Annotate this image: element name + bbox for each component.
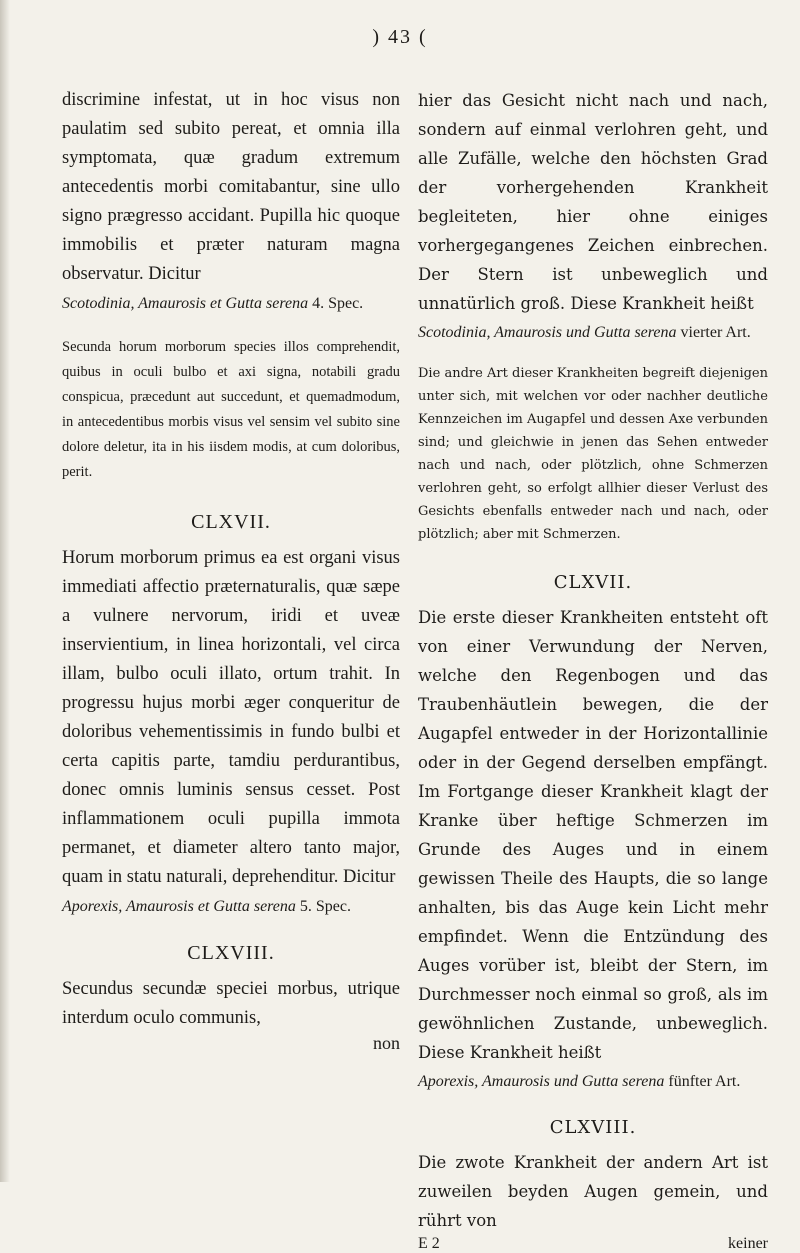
german-species-2: fünfter Art.: [668, 1073, 741, 1090]
latin-disease-names: [62, 295, 400, 313]
german-names-2: Aporexis, Amaurosis und Gutta serena: [418, 1073, 665, 1090]
latin-section-heading-167: CLXVII.: [191, 511, 271, 533]
latin-note-paragraph: Secunda horum morborum species illos comprehendit, quibus in oculi bulbo et axi signa, notabili gradu conspicua, præcedunt aut succedunt, et quemadmodum, in antecedentibus morbis visus vel sensim vel subito sine dolore deletur, ita in his iisdem modis, at cum doloribus, perit.: [62, 339, 400, 480]
page-number: ) 43 (: [372, 26, 428, 48]
latin-catchword: non: [373, 1033, 400, 1053]
german-section-heading-167: CLXVII.: [553, 572, 633, 593]
latin-disease-names-2: [62, 898, 400, 916]
german-column: [418, 86, 768, 1253]
german-species: vierter Art.: [680, 324, 751, 341]
german-catchword: keiner: [728, 1235, 768, 1252]
latin-paragraph-167: Horum morborum primus ea est organi visus immediati affectio præternaturalis, quæ sæpe a vulnere nervorum, iridi et uveæ inservientium, in linea horizontali, vel circa illam, bulbo oculi illato, ortum trahit. In progressu hujus morbi æger conqueritur de doloribus vehementissimis in fundo bulbi et certa capitis parte, tamdiu perdurantibus, donec omnis luminis sensus cesset. Post inflammationem oculi pupilla immota permanet, et diameter altero tanto major, quam in statu naturali, deprehenditur. Dicitur: [62, 548, 400, 887]
german-note-paragraph: Die andre Art dieser Krankheiten begreift diejenigen unter sich, mit welchen vor oder nachher deutliche Kennzeichen im Augapfel und dessen Axe verbunden sind; und gleichwie in jenen das Sehen entweder nach und nach, oder plötzlich, ohne Schmerzen verlohren geht, so erfolgt allhier dieser Verlust des Gesichts ebenfalls entweder nach und nach, oder plötzlich; aber mit Schmerzen.: [418, 366, 768, 542]
german-disease-names: [418, 324, 768, 342]
latin-paragraph-168: Secundus secundæ speciei morbus, utrique interdum oculo communis,: [62, 979, 400, 1028]
page-edge-shadow: [0, 0, 10, 1182]
german-section-heading-168: CLXVIII.: [549, 1117, 637, 1138]
latin-intro-paragraph: discrimine infestat, ut in hoc visus non paulatim sed subito pereat, et omnia illa symptomata, quæ gradum extremum antecedentis morbi comitabantur, sine ullo signo prægresso accidant. Pupilla hic quoque immobilis et præter naturam magna observatur. Dicitur: [62, 90, 400, 284]
german-names: Scotodinia, Amaurosis und Gutta serena: [418, 324, 677, 341]
latin-column: [62, 86, 400, 1054]
latin-species: 4. Spec.: [312, 295, 364, 312]
german-paragraph-167: Die erste dieser Krankheiten entsteht oft von einer Verwundung der Nerven, welche den Regenbogen und das Traubenhäutlein bewegen, die der Augapfel entweder in der Horizontallinie oder in der Gegend derselben empfängt. Im Fortgange dieser Krankheit klagt der Kranke über heftige Schmerzen im Grunde des Auges und in einem gewissen Theile des Haupts, die so lange anhalten, bis das Auge kein Licht mehr empfindet. Wenn die Entzündung des Auges vorüber ist, bleibt der Stern, im Durchmesser noch einmal so groß, als im gewöhnlichen Zustande, unbeweglich. Diese Krankheit heißt: [418, 608, 768, 1062]
german-intro-paragraph: hier das Gesicht nicht nach und nach, sondern auf einmal verlohren geht, und alle Zufälle, welche den höchsten Grad der vorhergehenden Krankheit begleiteten, hier ohne einiges vorhergegangenes Zeichen einbrechen. Der Stern ist unbeweglich und unnatürlich groß. Diese Krankheit heißt: [418, 91, 768, 313]
latin-names: Scotodinia, Amaurosis et Gutta serena: [62, 295, 309, 312]
latin-names-2: Aporexis, Amaurosis et Gutta serena: [62, 898, 296, 915]
latin-section-heading-168: CLXVIII.: [187, 942, 275, 964]
signature-mark: E 2: [418, 1235, 440, 1252]
german-footer-row: [418, 1235, 768, 1253]
latin-species-2: 5. Spec.: [299, 898, 352, 915]
german-paragraph-168: Die zwote Krankheit der andern Art ist zuweilen beyden Augen gemein, und rührt von: [418, 1153, 768, 1230]
german-disease-names-2: [418, 1073, 768, 1091]
